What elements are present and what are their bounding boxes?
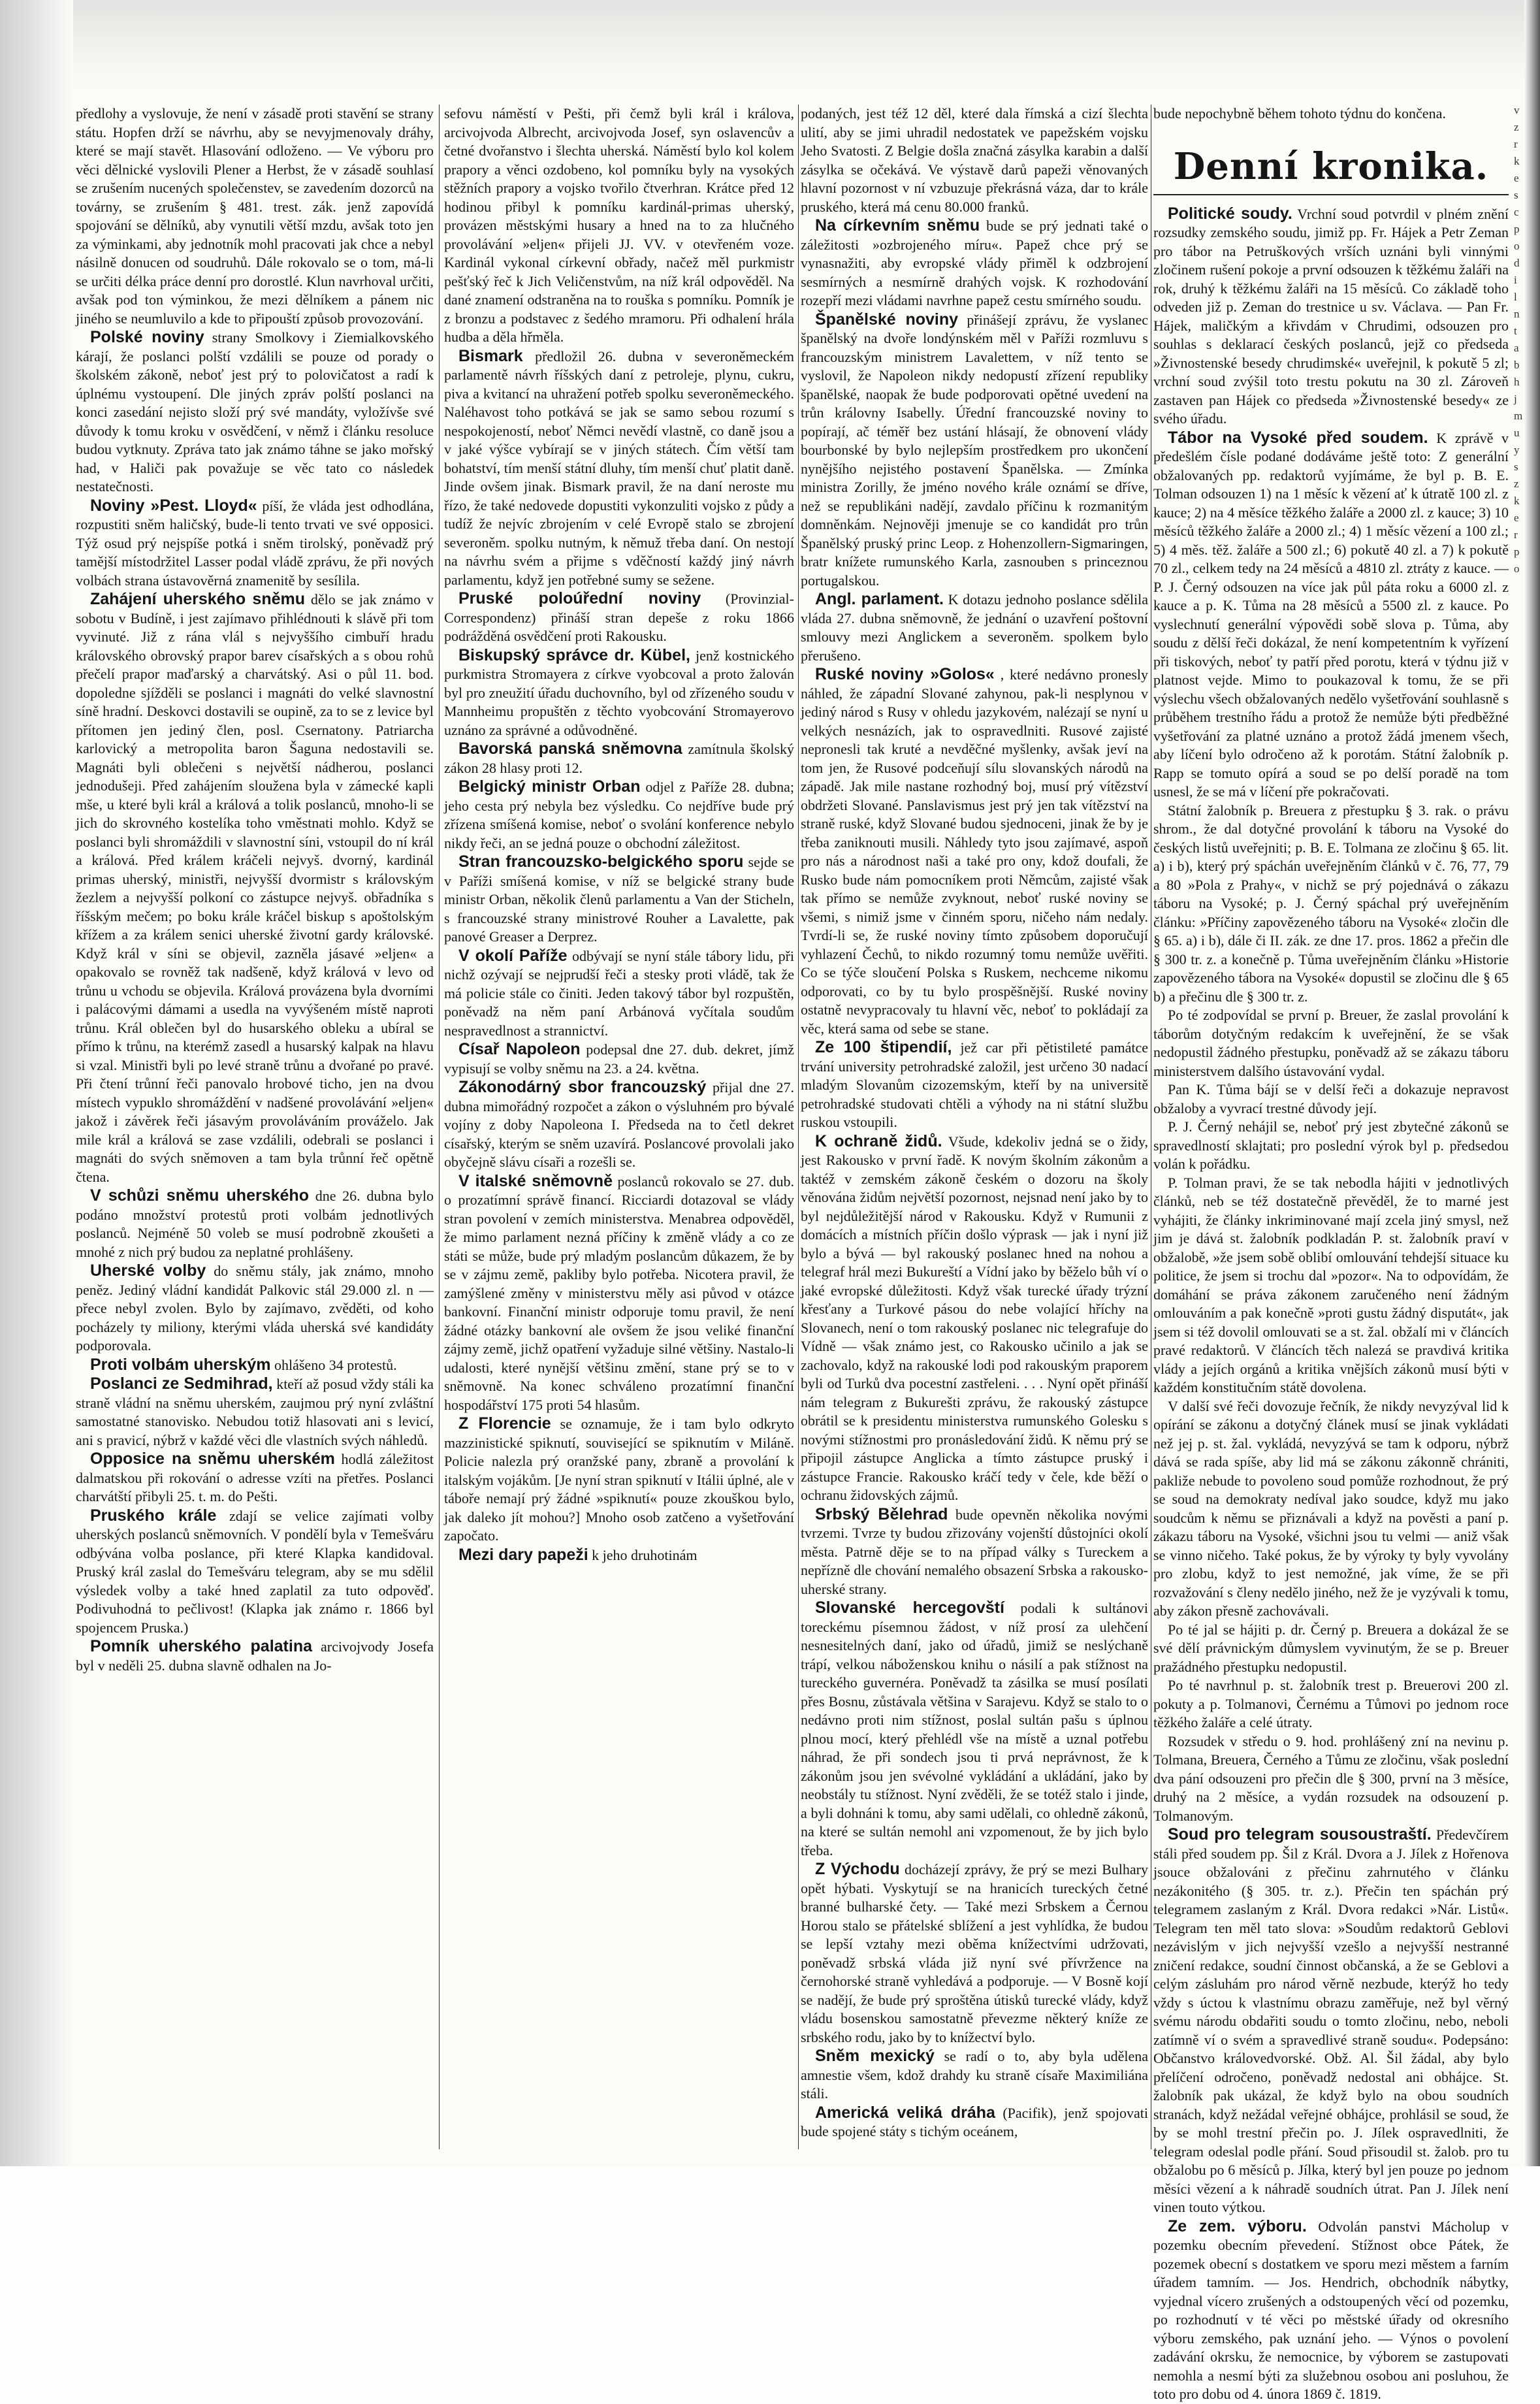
text-column-4 — [1153, 105, 1509, 2402]
article-paragraph — [76, 1374, 434, 1450]
article-body: do sněmu stály, jak známo, mnoho peněz. Jediný vládní kandidát Palkovic stál 29.000 zl. n — přece nebyl zvolen. Bylo by zajímavo, zvěděti, od koho pocházely ty miliony, kterými vláda uherská své kandidáty podporovala. — [76, 1263, 434, 1354]
article-heading: V okolí Paříže — [458, 946, 568, 965]
article-body: Odvolán panstvi Mácholup v pozemku obecním převedení. Stížnost obce Pátek, že pozemek obecní s dostatkem ve sporu mezi městem a farním úřadem tamním. — Jos. Hendrich, obchodník nábytky, vyjednal vícero zrušených a odstoupených věcí od pozemku, po rozhodnutí v té věci po městské úřady od okresního výboru zemského, pak uznání jeho. — Výnos o povolení zadávání okrsku, že nemocnice, by výborem se zastupovati nemohla a nesmí býti za služebnou osobou ani posluhou, že toto pro dobu od 4. února 1869 č. 1819. — [1153, 2218, 1509, 2402]
article-paragraph — [1153, 1118, 1509, 1174]
article-paragraph — [801, 590, 1148, 665]
article-paragraph — [444, 105, 794, 347]
article-paragraph — [801, 1505, 1148, 1599]
article-body: strany Smolkovy i Ziemialkovského kárají, že poslanci polští vzdálili se pouze od porady o školském zákoně, neboť jest prý to polovičatost a radí k úplnému vystoupení. Dle jiných zpráv polští poslanci na konci zasedání nejisto složí prý své mandáty, vyložívše své důvody k tomu kroku v osvědčení, v němž i článku resoluce budou vytknuty. Zpráva tato jak známo táhne se jako mořský had, v Haliči pak považuje se věc tato co následek nestatečnosti. — [76, 329, 434, 495]
edge-letter: p — [1514, 545, 1520, 558]
article-paragraph — [801, 310, 1148, 591]
article-body: docházejí zprávy, že prý se mezi Bulhary opět hýbati. Vyskytují se na hranicích tureckých četné branné bulharské čety. — Také mezi Srbskem a Černou Horou stalo se přátelské sblížení a jest vyhlídka, že budou se lepší vztahy mezi oběma knížectvími udržovati, poněvadž srbská vláda již nyní své přívržence na černohorské straně vyhledává a podporuje. — V Bosně kojí se nadějí, že bude prý sproštěna útisků turecké vlády, když vládu bosenskou samostatně převezme některý kníže ze srbského rodu, jako by to knížectví bylo. — [801, 1861, 1148, 2045]
edge-letter: v — [1514, 104, 1520, 116]
article-heading: Pruské poloúřední noviny — [458, 589, 701, 608]
article-heading: Noviny »Pest. Lloyd« — [90, 496, 257, 515]
article-heading: Slovanské hercegovští — [815, 1599, 1004, 1617]
article-body: píší, že vláda jest odhodlána, rozpustiti sněm haličský, bude-li tento trvati ve své opposici. Týž osud prý nejspíše potká i sněm tirolský, poněvadž prý tamější místodržitel Lasser podal vládě zprávu, že při nových volbách strana ústavověrná znamenitě by sesílila. — [76, 497, 434, 589]
article-paragraph — [76, 496, 434, 591]
article-paragraph — [801, 216, 1148, 310]
article-paragraph — [1153, 1006, 1509, 1080]
article-paragraph — [801, 1599, 1148, 1860]
edge-letter: b — [1514, 359, 1520, 371]
edge-letter: o — [1514, 240, 1520, 252]
article-body: arcivojvody Josefa byl v neděli 25. dubna slavně odhalen na Jo- — [76, 1638, 434, 1674]
article-paragraph — [1153, 429, 1509, 802]
article-paragraph — [801, 2104, 1148, 2141]
edge-letter: i — [1514, 274, 1517, 286]
article-body: sefovu náměstí v Pešti, při čemž byli král i králova, arcivojvoda Albrecht, arcivojvoda Josef, syn oslavencův a četné dvořanstvo i šlechta uherská. Náměstí bylo kol kolem prapory a věnci ozdobeno, kol pomníku byly na vysokých stěžních prapory a vojsko tvořilo čtverhran. Krátce před 12 hodinou přibyl k pomníku kardinál-primas uherský, provázen městskými husary a hned na to za hlučného provolávání »eljen« přijeli JJ. VV. v otevřeném voze. Kardinál vykonal církevní obřady, načež měl purkmistr pešťský řeč k Jich Veličenstvům, na níž král odpověděl. Na dané znamení odstraněna na to rouška s pomníku. Pomník je z bronzu a podstavec z šedého mramoru. Při odhalení hrála hudba a děla hřměla. — [444, 105, 794, 345]
article-body: dne 26. dubna bylo podáno množství protestů proti volbám jednotlivých poslanců. Nejméně 50 voleb se musí podrobně zkoušeti a mnohé z nich prý budou za neplatné prohlášeny. — [76, 1188, 434, 1260]
article-heading: Z Florencie — [458, 1414, 551, 1433]
scan-right-edge — [1524, 0, 1540, 2166]
article-paragraph — [444, 1172, 794, 1415]
article-heading: K ochraně židů. — [815, 1131, 942, 1150]
column-divider — [439, 105, 440, 2149]
scan-left-margin — [0, 0, 73, 2166]
article-paragraph — [1153, 1732, 1509, 1826]
article-paragraph — [1153, 1174, 1509, 1397]
article-body: odjel z Paříže 28. dubna; jeho cesta prý nebyla bez výsledku. Co nejdříve bude prý zřízena smíšená komise, neboť o svolání konference nebylo nikdy řeči, an se jedná pouze o obchodní záležitost. — [444, 779, 794, 851]
article-body: se radí o to, aby byla udělena amnestie všem, kdož drahdy ku straně císaře Maximiliána stáli. — [801, 2048, 1148, 2102]
edge-letter: p — [1514, 223, 1520, 235]
text-column-2 — [444, 105, 794, 2149]
article-heading: Proti volbám uherským — [90, 1355, 271, 1374]
article-heading: Zákonodárný sbor francouzský — [458, 1078, 707, 1096]
article-heading: Poslanci ze Sedmihrad, — [90, 1374, 273, 1393]
article-body: K dotazu jednoho poslance sdělila vláda 27. dubna sněmovně, že jednání o uzavření poštovní smlouvy mezi Anglickem a severoněm. spolkem bylo přerušeno. — [801, 591, 1148, 664]
article-body: zdají se velice zajímati volby uherských poslanců sněmovních. V pondělí byla v Temešváru odbývána volba poslance, při které Klapka kandidoval. Pruský král zaslal do Temešváru telegram, aby se mu sdělil výsledek volby a také hned zaplatil za tuto odpověď. Podivuhodná to pečlivost! (Klapka jak známo r. 1866 byl spojencem Pruska.) — [76, 1507, 434, 1636]
article-heading: Americká veliká dráha — [815, 2103, 995, 2122]
article-heading: Angl. parlament. — [815, 590, 944, 608]
article-paragraph — [1153, 1080, 1509, 1118]
article-body: podaných, jest též 12 děl, které dala římská a cizí šlechta ulití, aby se jimi uhradil nedostatek ve papežském vojsku Jeho Svatosti. Z Belgie došla značná zásylka karabin a další zásylka se očekává. Ve výstavě darů papeži věnovaných hlavní pozornost v ní vzbuzuje překrásná váza, dar to krále pruského, která má cenu 80.000 franků. — [801, 105, 1148, 215]
cut-off-next-page-edge — [1514, 105, 1522, 575]
article-body: sejde se v Paříži smíšená komise, v níž se belgické strany bude ministr Orban, několik členů parlamentu a Van der Sticheln, s francouzské strany ministrové Rouher a Lavalette, pak panové Greaser a Derprez. — [444, 854, 794, 945]
article-heading: Tábor na Vysoké před soudem. — [1168, 428, 1428, 447]
article-paragraph — [76, 1506, 434, 1638]
article-paragraph — [444, 1546, 794, 1565]
edge-letter: s — [1514, 189, 1518, 201]
article-heading: Belgický ministr Orban — [458, 777, 641, 796]
article-paragraph — [444, 1414, 794, 1546]
article-body: bude opevněn několika novými tvrzemi. Tvrze ty budou zřizovány vojenští důstojníci okolí města. Patrně děje se to na případ války s Tureckem a nepřízně dle chování nemalého obsazení Srbska a rakousko-uherské strany. — [801, 1506, 1148, 1597]
article-paragraph — [1153, 802, 1509, 1007]
article-paragraph — [444, 589, 794, 646]
edge-letter: m — [1514, 410, 1523, 422]
article-body: P. Tolman pravi, že se tak nebodla hájiti v jednotlivých článků, neb se též dostatečně převěděl, že to marné jest vyhájiti, že články inkriminované mají zcela jiný smysl, než jim je dává st. žalobník podkladán P. st. žalobník praví v obžalobě, »že jsem sobě oblibí omlouvání tehdejší situace ku politice, že jsem si trochu dal »pozor«. Na to odpovídám, že domáhání se práva zákonem zaručeného není žádným omlouváním a pak konečně »proti gustu žádný disputát«, jak jsem si též dovolil omlouvati se a st. žal. obžalí mi v článcích pravé redaktorů. V článcích těch nalezá se pravdivá kritika vlády a jejích orgánů a kritika vnějších zákonů musí býti v každém konstitučním státě dovolena. — [1153, 1174, 1509, 1395]
article-heading: Na církevním sněmu — [815, 216, 980, 235]
edge-letter: l — [1514, 291, 1517, 303]
article-paragraph — [444, 1078, 794, 1172]
article-heading: Zahájení uherského sněmu — [90, 590, 306, 608]
edge-letter: h — [1514, 376, 1520, 388]
article-body: P. J. Černý nehájil se, neboť prý jest zbytečné zákonů se spravedlností sklajtati; pro poslední výrok byl p. předsedou volán k pořádku. — [1153, 1118, 1509, 1172]
article-body: předložil 26. dubna v severoněmeckém parlamentě návrh říšských daní z petroleje, plynu, cukru, piva a kvitancí na uhražení potřeb spolku severoněmeckého. Naléhavost toho potkává se jak se samo sebou rozumí s nespokojeností, neboť Němci nevědí vlastně, co daně jsou a v jaké výšce vybírají se v jiných státech. Čím větší tam bohatství, tím menší státní dluhy, tím menší chuť platit daně. Jinde ovšem jinak. Bismark pravil, že na daní neroste mu řízo, že také nedovede dopustiti vykonzuliti vojsko z půdy a tudíž že nejvíc zbrojením v celé Evropě stalo se zbrojení severoněm. spolku nutným, k němuž třeba daní. On nestojí na návrhu svém a přijme s vděčností každý jiný návrh parlamentu, když jen potřebné sumy se sežene. — [444, 348, 794, 588]
article-heading: Mezi dary papeži — [458, 1545, 588, 1564]
article-paragraph — [76, 105, 434, 328]
article-paragraph — [444, 739, 794, 777]
article-heading: V schůzi sněmu uherského — [90, 1186, 309, 1205]
article-heading: Bismark — [458, 346, 523, 365]
article-paragraph — [76, 1186, 434, 1261]
article-paragraph — [76, 1261, 434, 1356]
edge-letter: n — [1514, 308, 1520, 320]
edge-letter: d — [1514, 257, 1520, 269]
article-body: Pan K. Tůma bájí se v delší řeči a dokazuje nepravost obžaloby a vyvrací trestné důvody její. — [1153, 1081, 1509, 1116]
article-body: dělo se jak známo v sobotu v Budíně, i jest zajímavo přihlédnouti k slávě při tom vyvinuté. Již z rána vlál s nejvyššího cimbuří hradu královského obrovský prapor barev císařských a s obou rohů přečelí prapor maďarský a charvátský. Asi o půl 11. bod. dopoledne sjížděli se poslanci i magnáti do velké slavnostní síně hradní. Deskovci dostavili se oupině, za to se z levice byl přítomen jen jediný člen, posl. Csernatony. Patriarcha karlovický a metropolita baron Šaguna nedostavili se. Magnáti byli oblečeni s největší nádherou, poslanci jednodušeji. Před zahájením sloužena byla v zámecké kapli mše, u které byli král a králová a tolik poslanců, mnoho-li se jich do skrovného kostelíka toho vměstnati mohlo. Když se poslanci byli shromáždili v slavnostní síni, vstoupil do ní král a králová. Před králem kráčeli nejvyš. dvorný, kardinál primas uherský, ministři, nejvyšší dvormistr s královským žezlem a nejvyšší polkoní co zástupce nejvyš. obřadníka s říšským mečem; po boku krále kráčel biskup s apoštolským křížem a za králem senici uherské životní gardy královské. Když král v síni se objevil, zazněla jásavé »eljen« a opakovalo se rovněž tak nadšeně, když králová v levo od trůnu u vchodu se objevila. Králová provázena byla dvorními i palácovými dámami a usedla na vyvýšeném místě naproti trůnu. Král oblečen byl do husarského obleku a ubíral se přímo k trůnu, na kterémž zasedl a husarský kalpak na hlavu si vzal. Ministři byli po levé straně trůnu a dvořané po pravé. Při čtení trůnní řeči panovalo hrobové ticho, jen na dvou místech vypuklo shromáždění v nadšené provolávání »eljen« jakož i závěrek řeči jásavým provoláváním prováželo. Jak mile král a králová se zase vzdálili, odebrali se poslanci i magnáti do svých sněmoven a tam byla trůnní řeč opětně čtena. — [76, 591, 434, 1185]
article-body: , které nedávno pronesly náhled, že západní Slované zahynou, pak-li nesplynou v jediný národ s Rusy v ohledu jazykovém, nalézají se nyní u velkých nesnázích, jak to ospravedlniti. Rusové zajisté nepronesli tak kruté a nevděčné myšlenky, avšak jeví na tom jen, že Rusové podceňují sílu slovanských národů na západě. Jak mile nastane rozhodný boj, musí prý vítězství obdržeti Slované. Panslavismus jest prý jen tak vítězství na straně ruské, když Slované budou sjednoceni, jinak že by je třeba zaniknouti musili. Náhledy tyto jsou zajímavé, aspoň pro nás a národnost naši a také pro ony, kdož doufali, že Rusko bude nám pomocníkem proti Němcům, zajisté však tak přímo se nemůže zvyknout, neboť ruské noviny se všemi, s nimiž jsme v činném sporu, ničeho nám nedaly. Tvrdí-li se, že ruské noviny tímto způsobem doporučují vyhlazení Čechů, to nikdo rozumný tomu nemůže uvěřiti. Co se týče sloučení Polska s Ruskem, nechceme nikomu odporovati, co by tu bylo prospěšnější. Ruské noviny ostatně nevypracovaly tu hlavní věc, neboť to pokládají za věc, která sama od sebe se stane. — [801, 666, 1149, 1037]
edge-letter: z — [1514, 478, 1519, 490]
edge-letter: k — [1514, 155, 1520, 167]
article-heading: Sněm mexický — [815, 2047, 935, 2065]
article-paragraph — [444, 947, 794, 1041]
article-heading: Císař Napoleon — [458, 1040, 581, 1058]
article-body: se oznamuje, že i tam bylo odkryto mazzinistické spiknutí, související se spiknutím v Miláně. Policie nalezla prý oranžské pany, zbraně a provolání k italským vojákům. [Je nyní stran spiknutí v Itálii úplné, ale v táboře nemají prý žádné »spiknutí« pouze zkouškou bylo, jak daleko jít mohou?] Mnoho osob zatčeno a vyšetřování započato. — [444, 1416, 794, 1544]
article-body: přijal dne 27. dubna mimořádný rozpočet a zákon o výsluhném pro bývalé vojíny z doby Napoleona I. Předseda na to četl dekret císařský, kterým se sněm uzavírá. Poslancové provolali jako obyčejně slávu císaři a rozešli se. — [444, 1079, 794, 1170]
article-body: jež car při pětistileté památce trvání university petrohradské založil, jest určeno 30 nadací mladým Slovanům cizozemským, kteří by na universitě petrohradské studovati chtěli a výhody na ni státní službu ruskou vstoupili. — [801, 1039, 1149, 1130]
article-paragraph — [76, 328, 434, 496]
article-paragraph — [1153, 1676, 1509, 1732]
article-heading: Polské noviny — [90, 328, 204, 346]
article-paragraph — [76, 1450, 434, 1506]
article-paragraph — [444, 777, 794, 853]
edge-letter: u — [1514, 427, 1520, 439]
article-body: hodlá záležitost dalmatskou při rokování o adresse vzíti na přetřes. Poslanci charvátští přibyli 25. t. m. do Pešti. — [76, 1451, 434, 1504]
article-heading: Z Východu — [815, 1860, 900, 1878]
article-paragraph — [1153, 1621, 1509, 1677]
section-title: Denní kronika. — [1173, 144, 1489, 188]
edge-letter: e — [1514, 172, 1519, 184]
article-paragraph — [801, 1860, 1148, 2047]
article-body: zamítnula školský zákon 28 hlasy proti 12. — [444, 741, 795, 776]
article-body: podali k sultánovi toreckému písemnou žádost, v níž prosí za ulehčení nesnesitelných daní, jako od úřadů, jimiž se neslýchaně trápí, velkou náboženskou knihu o násilí a pak stížnost na tureckého guvernéra. Poněvadž ta zásilka se musí posílati přes Bosnu, zůstávala většina v Sarajevu. Když se stalo to o nedávno proti nim stížnost, poslal sultán pašu s úplnou plnou mocí, který přehlédl vše na místě a uznal potřebu náhrad, že při sondech jsou ti prvá neprávnost, že k zákonům jsou jen svévolné vykládání a ukládání, jako by neobstály tu stížnost. Nyní zvěděli, že se totéž stalo i jinde, a byli dohnáni k tomu, aby sami udělali, co ohledně zákonů, na které se sultán nemohl ani vzpomenout, že by jich bylo třeba. — [801, 1600, 1148, 1859]
article-heading: Uherské volby — [90, 1261, 206, 1280]
edge-letter: c — [1514, 206, 1519, 218]
article-heading: Pomník uherského palatina — [90, 1637, 313, 1655]
article-paragraph — [801, 1038, 1148, 1132]
text-column-1 — [76, 105, 434, 2149]
article-body: (Provinzial-Correspondenz) přináší stran depeše z roku 1866 podrážděná osvědčení proti Rakousku. — [444, 591, 794, 644]
article-body: bude se prý jednati také o záležitosti »ozbrojeného míru«. Papež chce prý se vynasnažiti, aby evropské vlády přiměl k odzbrojení sesmírných a nesmírně drahých vojsk. K rozhodování rozepří mezi vládami navrhne papež cestu smírného soudu. — [801, 218, 1148, 308]
article-body: odbývají se nyní stále tábory lidu, při nichž ozývají se nejprudší řeči a stesky proti vládě, tak že má policie stále co činiti. Jeden takový tábor byl rozpuštěn, poněvadž na něm paní Arbánová vyčítala soudům nespravedlnost a strannictví. — [444, 947, 795, 1039]
article-paragraph — [1153, 2217, 1509, 2404]
article-paragraph — [444, 347, 794, 590]
article-heading: V italské sněmovně — [458, 1171, 613, 1190]
article-heading: Pruského krále — [90, 1506, 217, 1525]
column-divider — [798, 105, 799, 2149]
text-column-3 — [801, 105, 1148, 2149]
article-paragraph — [1153, 1397, 1509, 1621]
article-body: Po té jal se hájiti p. dr. Černý p. Breuera a dokázal že se své dělí právnickým důmyslem vyvinutým, že se p. Breuer pražádného přestupku nedopustil. — [1153, 1621, 1509, 1675]
article-body: Vrchní soud potvrdil v plném znění rozsudky zemského soudu, jimiž pp. Fr. Hájek a Petr Zeman pro tábor na Petruškových vrších uznáni byli vinnými zločinem rušení pokoje a první odsouzen k těžkému žaláři na rok, druhý k těžkému žaláři na 15 měsíců. Co základě toho odveden již p. Zeman do trestnice u sv. Václava. — Pan Fr. Hájek, maličkým a křivdám v Chrudimi, odsouzen pro souhlas s deklarací českých poslanců, jejž co předseda »Živnostenské besedy chrudimské« uveřejnil, k pokutě 5 zl; vrchní soud zvýšil toto trestu pokutu na 30 zl. Zároveň zastaven pan Hájek co předseda »Živnostenské besedy« ze svého úřadu. — [1153, 205, 1509, 427]
article-paragraph — [76, 1356, 434, 1375]
edge-letter: k — [1514, 495, 1520, 507]
article-heading: Španělské noviny — [815, 310, 959, 329]
edge-letter: e — [1514, 512, 1519, 524]
article-heading: Politické soudy. — [1168, 204, 1292, 223]
article-body: Všude, kdekoliv jedná se o židy, jest Rakousko v první řadě. K novým školním zákonům a taktéž v zemském zákoně českém o dozoru na školy věnována židům největší pozornost, nejsnad není jako by to byl nejdůležitější národ v Rakousku. Když v Rumunii z domácích a místních příčin došlo výprask — jak i nyní již bylo a bývá — byl rakouský poslanec hned na nohou a telegraf hrál mezi Bukureští a Vídní jako by běželo bůh ví o jaké evropské důležitosti. Když však turecké úřady trýzní křesťany a Turkové pásou do nebe volající hříchy na Slovanech, není o tom rakouský poslanec nic telegrafuje do Vídně — však známo jest, co Rakousko učinilo a jak se zachovalo, když na rakouské lodi pod rakouským praporem byli od Turků dva pocestní zastřeleni. . . . Nyní opět přináší nám telegram z Bukurešti zprávu, že rakouský zástupce obrátil se k presidentu ministerstva rumunského Golesku s novými stížnostmi pro pronásledování židů. K němu prý se připojil zástupce Anglicka a tímto zástupce pruský i zástupce Francie. Rakousko kráčí tedy v čele, kde běží o ochranu židovských zájmů. — [801, 1133, 1148, 1503]
article-paragraph — [801, 1132, 1148, 1505]
article-paragraph — [76, 1637, 434, 1675]
article-body: Po té zodpovídal se první p. Breuer, že zaslal provolání k táborům dotyčným redakcím k uveřejnění, že se však nedopustil žádného přestupku, poněvadž až se zákazu táboru ministerstvem dalšího ústavování vydal. — [1153, 1007, 1509, 1079]
article-body: podepsal dne 27. dub. dekret, jímž vypisují se volby sněmu na 23. a 24. května. — [444, 1041, 794, 1077]
article-body: ohlášeno 34 protestů. — [274, 1356, 397, 1373]
article-body: jenž kostnického purkmistra Stromayera z církve vyobcoval a proto žalován byl pro zneužití úřadu duchovního, byl od zřízeného soudu v Mannheimu propuštěn z těchto vyobcování Stromayerovo uznáno za správné a odůvodněné. — [444, 647, 794, 738]
article-heading: Ze 100 štipendií, — [815, 1038, 952, 1056]
column-4-lead-text: bude nepochybně během tohoto týdnu do končena. — [1153, 105, 1446, 122]
article-heading: Srbský Bělehrad — [815, 1504, 948, 1523]
article-paragraph — [801, 105, 1148, 216]
article-body: přinášejí zprávu, že vyslanec španělský na dvoře londýnském měl v Paříži rozmluvu s francouzským ministrem Lavalettem, v níž tento se vyslovil, že Napoleon nikdy nedopustí zřízení republiky španělské, naopak že bude podporovati opětné uvedení na trůn královny Isabelly. Úřední francouzské noviny to popírají, ač téměř bez ustání hlásají, že obnovení vlády bourbonské by bylo nejlepším prostředkem pro ukončení nynějšího nejistého postavení Španělska. — Zmínka ministra Zorilly, že jméno nového krále oznámí se dříve, než se republikáni nadějí, zavdalo příčinu k rozmanitým domněnkám. Nejnověji jmenuje se co kandidát pro trůn Španělský pruský princ Leop. z Hohenzollern-Sigmaringen, bratr knížete rumunského Karla, zasnouben s princeznou portugalskou. — [801, 311, 1149, 589]
article-paragraph — [1153, 204, 1509, 429]
article-paragraph — [801, 665, 1148, 1038]
edge-letter: o — [1514, 562, 1520, 575]
article-body: k jeho druhotinám — [592, 1546, 698, 1563]
edge-letter: r — [1514, 528, 1518, 541]
edge-letter: r — [1514, 138, 1518, 150]
article-heading: Ruské noviny »Golos« — [815, 665, 995, 683]
article-body: Státní žalobník p. Breuera z přestupku § 3. rak. o právu shrom., že dal dotyčné provolání k táboru na Vysoké do českých listů uveřejniti; p. B. E. Tolmana ze zločinu § 65. lit. a) i b), který prý spáchán uveřejněním článků v č. 76, 77, 79 a 80 »Pola z Prahy«, v nichž se prý pojednává o zákazu táboru na Vysoké; p. J. Černý spáchal prý uveřejněním článku: »Příčiny zapovězeného táboru na Vysoké« zločin dle § 65. a) i b), dále či II. zák. ze dne 17. pros. 1862 a přečin dle § 300 tr. z. a konečně p. Tůma uveřejněním článku »Historie zapovězeného tábora na Vysoké« dopustil se zločinu dle § 65 b) a přečinu dle § 300 tr. z. — [1153, 802, 1509, 1005]
edge-letter: t — [1514, 325, 1517, 337]
article-body: Po té navrhnul p. st. žalobník trest p. Breuerovi 200 zl. pokuty a p. Tolmanovi, Černému a Tůmovi po jednom roce těžkého žaláře a celé útraty. — [1153, 1677, 1509, 1730]
article-body: předlohy a vyslovuje, že není v zásadě proti stavění se strany státu. Hopfen drží se návrhu, aby se nevyjmenovaly dráhy, které se mají stavět. Hlasování odloženo. — Ve výboru pro věci dělnické vyslovili Plener a Herbst, že v zásadě souhlasí se zrušením nucených společenstev, se zavedením dozorců na továrny, se zrušením § 481. trest. zák. jenž zapovídá spojování se dělníků, aby vynutili větší mzdu, avšak toto jen za výminkami, aby jednotník mohl pracovati jak chce a nebyl násilně donucen od soudruhů. Dále rokovalo se o tom, má-li se určiti délka práce denní pro dorostlé. Klun navrhoval určiti, avšak pod ton výminkou, že mezi dělníkem a pánem nic jiného se neumluvilo a kde to připouští způsob provozování. — [76, 105, 434, 327]
article-heading: Biskupský správce dr. Kübel, — [458, 645, 690, 664]
edge-letter: j — [1514, 393, 1517, 405]
article-body: V další své řeči dovozuje řečník, že nikdy nevyzýval lid k opírání se zákonu a dotyčný článek musí se jinak vykládati než jej p. st. žal. vykládá, nevyzývá se tam k odporu, nýbrž dává se rada spíše, aby lid má se zákonu zákonně chrániti, pakliže nebude to povoleno soud pomůže rozhodnout, že prý se soud na demokraty nedíval jako soudce, když mu jako soudcům k němu se přiznávali a když na pověsti a paní p. zákazu táboru na Vysoké, všichni jsou tu velmi — aniž však se vinno ničeho. Také pokus, že by výroky ty byly vyvolány pro zlobu, když to jest nemožné, jak víme, že se při rozvažování s členy nedělo jiného, než že je vyzývali k tomu, aby zákon přesně zachovávali. — [1153, 1397, 1509, 1619]
section-body — [1153, 204, 1509, 2404]
edge-letter: a — [1514, 342, 1519, 354]
article-body: (Pacifik), jenž spojovati bude spojené státy s tichým oceánem, — [801, 2104, 1148, 2139]
article-body: Předevčírem stáli před soudem pp. Šil z Král. Dvora a J. Jílek z Hořenova jsouce obžalováni z přečinu zahrnutého v článku nezákonitého (§ 305. tr. z.). Přečin ten spáchán prý telegramem zaslaným z Král. Dvora redakci »Nár. Listů«. Telegram ten měl tato slova: »Soudům redaktorů Geblovi nezávislým v jich nejvyšší vzešlo a nejvyšší nestranné zničení redakce, soudní činnost občanská, a že se Geblovi a celým zásluhám pro národ věrně nezbude, kterýž ho tedy vždy s úctou k vlastnímu obrazu zaměřuje, než byl věrný svému národu obdařiti soudu o tomto zločinu, nebo, neboli zatímně ví o svém a spravedlivé straně soudu«. Podepsáno: Občanstvo královedvorské. Obž. Al. Šil žádal, aby bylo přelíčení odročeno, poněvadž nedostal ani obhájce. St. žalobník pak ukázal, že když bylo na obou soudních stranách, když nežádal veřejné obhájce, prohlásil se soud, že by se mohl trestní přečin po. J. Jílek ospravedlniti, že telegram odeslal podle přání. Soud přisoudil st. žalob. pro tu obžalobu po 6 měsíců p. Jílka, který byl jen pouze po jednom měsíci vězení a k náhradě soudních útrat. Pan J. Jílek není vinen touto výtkou. — [1153, 1827, 1509, 2215]
edge-letter: s — [1514, 461, 1518, 473]
article-heading: Soud pro telegram sousoustraští. — [1168, 1825, 1432, 1844]
article-heading: Stran francouzsko-belgického sporu — [458, 853, 744, 871]
scan-top-shading — [0, 0, 1540, 91]
article-heading: Ze zem. výboru. — [1168, 2217, 1307, 2235]
article-paragraph — [1153, 1825, 1509, 2217]
edge-letter: z — [1514, 121, 1519, 133]
article-paragraph — [444, 1040, 794, 1078]
article-paragraph — [444, 646, 794, 740]
article-body: Rozsudek v středu o 9. hod. prohlášený zní na nevinu p. Tolmana, Breuera, Černého a Tůmu ze zločinu, však poslední dva pání odsouzeni pro přečin dle § 300, první na 3 měsíce, druhý na 2 měsíce, a vydán rozsudek na odsouzení p. Tolmanovým. — [1153, 1732, 1509, 1824]
article-body: kteří až posud vždy stáli ka straně vládní na sněmu uherském, zaujmou prý nyní zvláštní samostatné stanovisko. Nebudou totiž hlasovati ani s levicí, ani s pravicí, nýbrž v každé věci dle vlastních svých náhledů. — [76, 1376, 434, 1448]
article-heading: Bavorská panská sněmovna — [458, 739, 682, 758]
article-heading: Opposice na sněmu uherském — [90, 1450, 335, 1468]
article-paragraph — [76, 590, 434, 1186]
article-paragraph — [444, 853, 794, 947]
article-body: poslanců rokovalo se 27. dub. o prozatímní správě financí. Ricciardi dotazoval se vlády stran povolení v zemích ministerstva. Menabrea odpověděl, že mimo parlament nezná příčiny k změně vlády a co ze státi se může, bude prý mladým poslancům důkazem, že by se v zájmu země, pakliby bylo potřeba. Nicotera pravil, že zamýšlené změny v ministerstvu měly asi původ v otázce bankovní. Finanční ministr odporuje tomu pravil, že není žádné otázky bankovní ale ovšem že jsou veliké finanční zájmy země, jichž opatření vyžaduje silné většiny. Nastalo-li udalosti, které nynější většinu změní, stane prý se to v sněmovně. Na konec schváleno prozatímní finanční hospodářství 175 proti 54 hlasům. — [444, 1173, 795, 1413]
article-body: K zprávě v předešlém čísle podané dodáváme ještě toto: Z generální obžalovaných pp. redaktorů vyjímáme, že byl p. B. E. Tolman odsouzen 1) na 1 měsíc k vězení ať k útratě 100 zl. z kauce; 2) na 4 měsíce těžkého žaláře a 2000 zl. z kauce; 3) 10 měsíců těžkého žaláře a 2000 zl.; 4) 1 měsíc vězení a 100 zl.; 5) 4 měs. těž. žaláře a 500 zl.; 6) pokutě 40 zl. a 7) k pokutě 70 zl., celkem tedy na 24 měsíců a 4810 zl. ztráty z kauce. — P. J. Černý odsouzen na více jak půl páta roku a 6000 zl. z kauce a p. K. Tůma na 28 měsíců a 5500 zl. z kauce. Po vyslechnutí generální výpovědi sobě slova p. Tůma, aby soudu z dělší řeči dokázal, že není kompetentním k vyřízení při tiskových, neboť ty patří před porotu, která v týdnu již v platnost vejde. Mimo to poukazoval k tomu, že se při výslechu všech obžalovaných nedělo vyšetřování souhlasně s průběhem trestního řádu a protož že nemůže býti předběžné vyšetřování za platné uznáno a protož žádá jmenem všech, aby líčení bylo odročeno až k porotám. Státní žalobník p. Rapp se tomuto opírá a soud se po delší poradě na tom usnesl, že se má v líčení pře pokračovati. — [1153, 429, 1509, 800]
section-title-rule — [1153, 194, 1509, 195]
article-paragraph — [801, 2047, 1148, 2104]
edge-letter: y — [1514, 444, 1520, 456]
